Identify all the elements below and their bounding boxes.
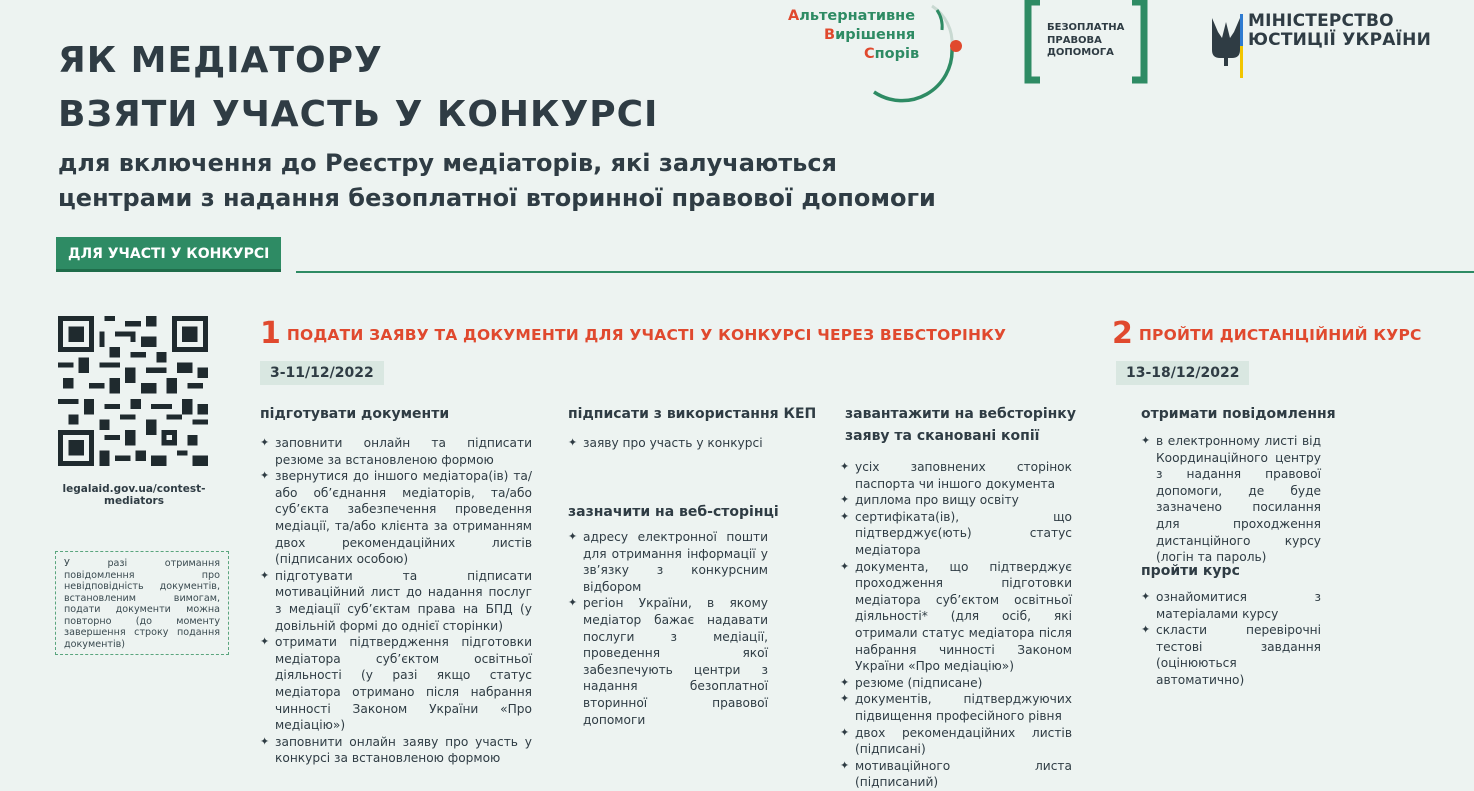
step2-number: 2 <box>1112 316 1133 351</box>
step1-number: 1 <box>260 316 281 351</box>
step2-title: ПРОЙТИ ДИСТАНЦІЙНИЙ КУРС <box>1138 326 1422 344</box>
ministry-logo-text: МІНІСТЕРСТВО ЮСТИЦІЇ УКРАЇНИ <box>1248 11 1431 50</box>
step1-col1-title: підготувати документи <box>260 406 450 422</box>
adr-logo <box>782 0 972 100</box>
list-item: ✦ ознайомитися з матеріалами курсу <box>1141 589 1321 622</box>
free-legal-aid-logo <box>1026 0 1146 82</box>
step1-col2a-list <box>568 435 800 452</box>
list-item: ✦ адресу електронної пошти для отримання інформації у зв’язку з конкурсним відбором <box>568 529 768 595</box>
list-item: ✦ резюме (підписане) <box>840 675 1072 692</box>
list-item: ✦ сертифіката(ів), що підтверджує(ють) статус медіатора <box>840 509 1072 559</box>
step2-dates: 13-18/12/2022 <box>1116 361 1249 385</box>
list-item: ✦ заяву про участь у конкурсі <box>568 435 800 452</box>
list-item: ✦ документів, підтверджуючих підвищення професійного рівня <box>840 691 1072 724</box>
step1-col2a-title: підписати з використання КЕП <box>568 406 817 422</box>
list-item: ✦ мотиваційного листа (підписаний) <box>840 758 1072 791</box>
step2-block1-list <box>1141 433 1321 566</box>
resubmission-note: У разі отримання повідомлення про невідповідність документів, встановленим вимогам, подати документи можна повторно (до моменту завершення строку подання документів) <box>55 551 229 655</box>
divider <box>296 271 1474 273</box>
step1-col3-title: завантажити на вебсторінку заяву та скановані копії <box>845 406 1076 444</box>
list-item: ✦ документа, що підтверджує проходження підготовки медіатора суб’єктом освітньої діяльності* (для осіб, які отримали статус медіатора після набрання чинності Законом України «Про медіацію») <box>840 559 1072 675</box>
list-item: ✦ звернутися до іншого медіатора(ів) та/або об’єднання медіаторів, та/або суб’єкта забезпечення проведення медіації, та/або клієнта за отриманням двох рекомендаційних листів (підписаних особою) <box>260 468 532 568</box>
free-legal-aid-logo-text: БЕЗОПЛАТНА ПРАВОВА ДОПОМОГА <box>1047 22 1125 58</box>
list-item: ✦ заповнити онлайн заяву про участь у конкурсі за встановленою формою <box>260 734 532 767</box>
page-title <box>58 34 658 142</box>
flag-stripe-yellow <box>1240 46 1243 78</box>
step1-col2b-list <box>568 529 768 728</box>
qr-code-icon <box>58 316 208 466</box>
list-item: ✦ двох рекомендаційних листів (підписані) <box>840 725 1072 758</box>
step1-title: ПОДАТИ ЗАЯВУ ТА ДОКУМЕНТИ ДЛЯ УЧАСТІ У КОНКУРСІ ЧЕРЕЗ ВЕБСТОРІНКУ <box>286 326 1007 344</box>
list-item: ✦ заповнити онлайн та підписати резюме за встановленою формою <box>260 435 532 468</box>
adr-logo-text: Альтернативне Вирішення Спорів <box>788 8 920 62</box>
step2-block2-list <box>1141 589 1321 689</box>
list-item: ✦ регіон України, в якому медіатор бажає надавати послуги з медіації, проведення якої забезпечують центри з надання безоплатної вторинної правової допомоги <box>568 595 768 728</box>
list-item: ✦ усіх заповнених сторінок паспорта чи іншого документа <box>840 459 1072 492</box>
subtitle-line-2: центрами з надання безоплатної вторинної правової допомоги <box>58 184 936 212</box>
step1-col3-list <box>840 459 1072 791</box>
list-item: ✦ скласти перевірочні тестові завдання (оцінюються автоматично) <box>1141 622 1321 688</box>
step2-block1-title: отримати повідомлення <box>1141 406 1336 422</box>
list-item: ✦ в електронному листі від Координаційного центру з надання правової допомоги, де буде зазначено посилання для проходження дистанційного курсу (логін та пароль) <box>1141 433 1321 566</box>
section-label: ДЛЯ УЧАСТІ У КОНКУРСІ <box>56 237 281 272</box>
step1-col2b-title: зазначити на веб-сторінці <box>568 504 779 520</box>
title-line-1: ЯК МЕДІАТОРУ <box>58 40 383 81</box>
step2-heading <box>1112 316 1422 351</box>
subtitle-line-1: для включення до Реєстру медіаторів, які залучаються <box>58 149 837 177</box>
list-item: ✦ диплома про вищу освіту <box>840 492 1072 509</box>
ministry-of-justice-logo <box>1206 10 1446 78</box>
list-item: ✦ підготувати та підписати мотиваційний лист до надання послуг з медіації суб’єктам права на БПД (у довільній формі до однієї сторінки) <box>260 568 532 634</box>
title-line-2: ВЗЯТИ УЧАСТЬ У КОНКУРСІ <box>58 94 659 135</box>
contest-url[interactable]: legalaid.gov.ua/contest-mediators <box>62 483 206 507</box>
step1-dates: 3-11/12/2022 <box>260 361 384 385</box>
step1-heading <box>260 316 1006 351</box>
step2-block2-title: пройти курс <box>1141 563 1240 579</box>
list-item: ✦ отримати підтвердження підготовки медіатора суб’єктом освітньої діяльності (у разі якщо статус медіатора отримано після набрання чинності Законом України «Про медіацію») <box>260 634 532 734</box>
step1-col1-list <box>260 435 532 767</box>
page-subtitle <box>58 146 936 216</box>
